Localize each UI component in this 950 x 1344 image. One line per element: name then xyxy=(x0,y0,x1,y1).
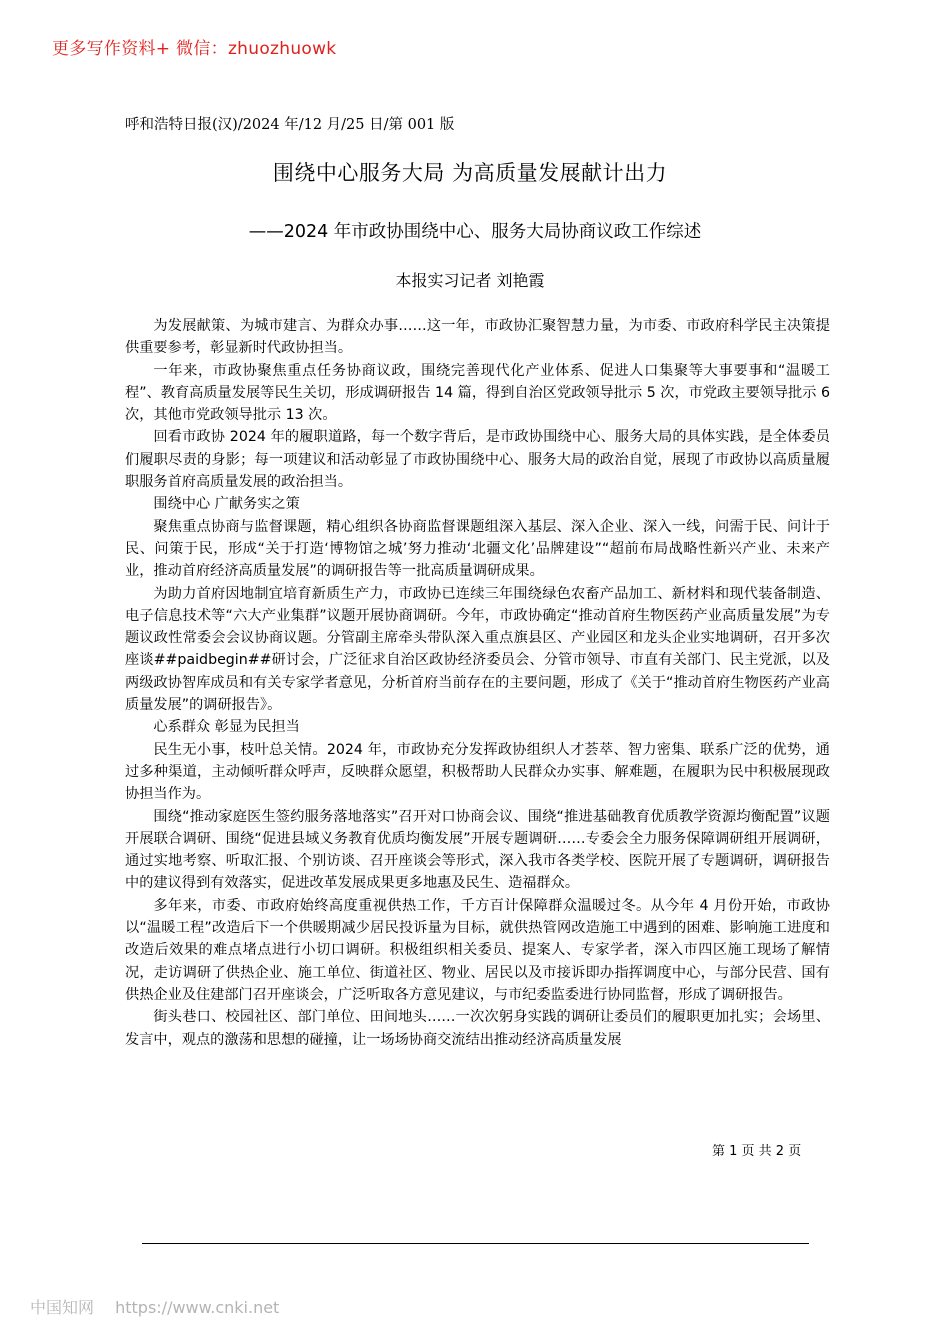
page-number: 第 1 页 共 2 页 xyxy=(712,1144,802,1159)
paragraph: 民生无小事，枝叶总关情。2024 年，市政协充分发挥政协组织人才荟萃、智力密集、联系广泛的优势，通过多种渠道，主动倾听群众呼声，反映群众愿望，积极帮助人民群众办实事、解难题，在履职为民中积极展现政协担当作为。 xyxy=(125,741,830,803)
source-line: 呼和浩特日报(汉)/2024 年/12 月/25 日/第 001 版 xyxy=(125,117,455,133)
paragraph: 街头巷口、校园社区、部门单位、田间地头……一次次躬身实践的调研让委员们的履职更加扎实；会场里、发言中，观点的激荡和思想的碰撞，让一场场协商交流结出推动经济高质量发展 xyxy=(125,1009,830,1048)
byline: 本报实习记者 刘艳霞 xyxy=(395,271,545,290)
cnki-logo-text: 中国知网 xyxy=(30,1298,95,1317)
section-heading: 心系群众 彰显为民担当 xyxy=(153,719,300,736)
paragraph: 围绕“推动家庭医生签约服务落地落实”召开对口协商会议、围绕“推进基础教育优质教学资源均衡配置”议题开展联合调研、围绕“促进县域义务教育优质均衡发展”开展专题调研……专委会全力服务保障调研组开展调研，通过实地考察、听取汇报、个别访谈、召开座谈会等形式，深入我市各类学校、医院开展了专题调研，调研报告中的建议得到有效落实，促进改革发展成果更多地惠及民生、造福群众。 xyxy=(125,808,830,892)
article-title: 围绕中心服务大局 为高质量发展献计出力 xyxy=(272,161,668,185)
paragraph: 一年来，市政协聚焦重点任务协商议政，围绕完善现代化产业体系、促进人口集聚等大事要事和“温暖工程”、教育高质量发展等民生关切，形成调研报告 14 篇，得到自治区党政领导批示 5 次，市党政主要领导批示 6 次，其他市党政领导批示 13 次。 xyxy=(125,362,830,424)
article-body xyxy=(125,315,830,1051)
article-subtitle: ——2024 年市政协围绕中心、服务大局协商议政工作综述 xyxy=(248,222,702,242)
cnki-footer xyxy=(30,1295,279,1318)
paragraph: 多年来，市委、市政府始终高度重视供热工作，千方百计保障群众温暖过冬。从今年 4 月份开始，市政协以“温暖工程”改造后下一个供暖期减少居民投诉量为目标，就供热管网改造施工中遇到的困难、影响施工进度和改造后效果的难点堵点进行小切口调研。积极组织相关委员、提案人、专家学者，深入市四区施工现场了解情况，走访调研了供热企业、施工单位、街道社区、物业、居民以及市接诉即办指挥调度中心，与部分民营、国有供热企业及住建部门召开座谈会，广泛听取各方意见建议，与市纪委监委进行协同监督，形成了调研报告。 xyxy=(125,897,830,1003)
paragraph: 为助力首府因地制宜培育新质生产力，市政协已连续三年围绕绿色农畜产品加工、新材料和现代装备制造、电子信息技术等“六大产业集群”议题开展协商调研。今年，市政协确定“推动首府生物医药产业高质量发展”为专题议政性常委会会议协商议题。分管副主席牵头带队深入重点旗县区、产业园区和龙头企业实地调研，召开多次座谈##paidbegin##研讨会，广泛征求自治区政协经济委员会、分管市领导、市直有关部门、民主党派，以及两级政协智库成员和有关专家学者意见，分析首府当前存在的主要问题，形成了《关于“推动首府生物医药产业高质量发展”的调研报告》。 xyxy=(125,585,830,714)
cnki-url[interactable]: https://www.cnki.net xyxy=(115,1298,280,1317)
footer-divider xyxy=(142,1243,809,1244)
paragraph: 回看市政协 2024 年的履职道路，每一个数字背后，是市政协围绕中心、服务大局的具体实践，是全体委员们履职尽责的身影；每一项建议和活动彰显了市政协围绕中心、服务大局的政治自觉，展现了市政协以高质量履职服务首府高质量发展的政治担当。 xyxy=(125,429,830,491)
paragraph: 聚焦重点协商与监督课题，精心组织各协商监督课题组深入基层、深入企业、深入一线，问需于民、问计于民、问策于民，形成“关于打造‘博物馆之城’努力推动‘北疆文化’品牌建设”“超前布局战略性新兴产业、未来产业，推动首府经济高质量发展”的调研报告等一批高质量调研成果。 xyxy=(125,518,830,580)
watermark-text: 更多写作资料+ 微信：zhuozhuowk xyxy=(52,39,337,59)
section-heading: 围绕中心 广献务实之策 xyxy=(153,496,300,513)
paragraph: 为发展献策、为城市建言、为群众办事……这一年，市政协汇聚智慧力量，为市委、市政府科学民主决策提供重要参考，彰显新时代政协担当。 xyxy=(125,318,830,357)
